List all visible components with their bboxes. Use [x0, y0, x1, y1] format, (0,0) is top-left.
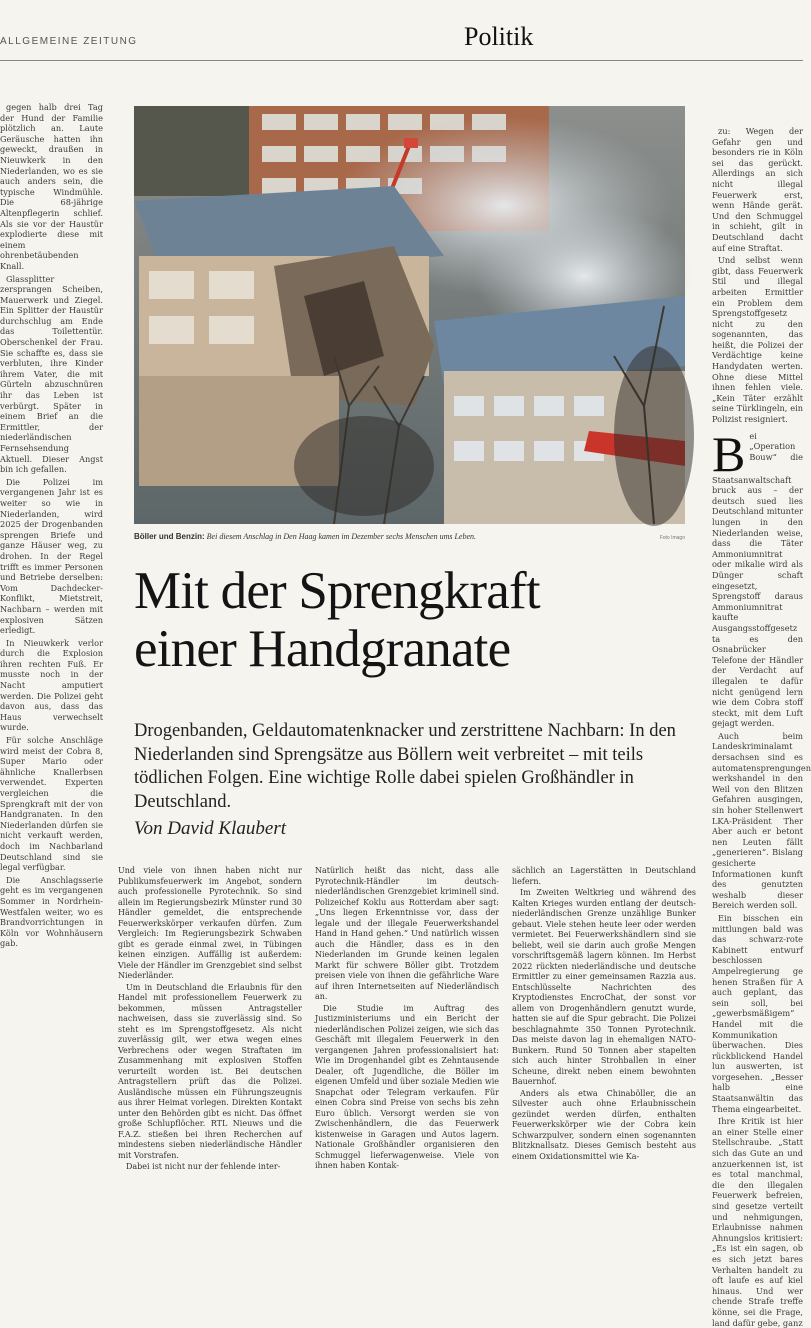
body-paragraph: Natürlich heißt das nicht, dass alle Pyrotechnik-Händler im deutsch-niederländischen Grenzgebiet kriminell sind. Polizeichef Koklu aus Rotterdam aber sagt: „Uns liegen Erkenntnisse vor, dass der legale und der illegale Feuerwerkshandel Hand in Hand gehen.“ Und natürlich wissen auch die Händler, dass es in den Niederlanden im Grunde keinen legalen Markt für schwere Böller gibt. Trotzdem preisen viele von ihnen die gefährliche Ware auf ihren Internetseiten auf Niederländisch an. — [315, 866, 499, 1001]
left-paragraph: In Nieuwkerk verlor durch die Explosion ihren rechten Fuß. Er musste noch in der Nacht amputiert werden. Die Polizei geht davon aus, dass das Haus verwechselt wurde. — [0, 637, 103, 733]
subheadline: Drogenbanden, Geldautomatenknacker und zerstrittene Nachbarn: In den Niederlanden sind Sprengsätze aus Böllern weit verbreitet – mit teils tödlichen Folgen. Eine wichtige Rolle dabei spielen Großhändler in Deutschland. — [134, 721, 676, 812]
right-column-fragment — [712, 126, 811, 1328]
masthead-rule — [0, 60, 803, 61]
left-column-fragment — [0, 102, 103, 1200]
headline-line-1: Mit der Sprengkraft — [134, 562, 540, 620]
body-paragraph: Im Zweiten Weltkrieg und während des Kalten Krieges wurden entlang der deutsch-niederländischen Grenze unzählige Bunker gebaut. Viele stehen heute leer oder werden vermietet. Bei Feuerwerkshändlern sind sie beliebt, weil sie darin auch große Mengen vorschriftsgemäß lagern können. Im Herbst 2022 rückten niederländische und deutsche Ermittler zu einer gemeinsamen Razzia aus. Entschlüsselte Nachrichten des Kryptodienstes EncroChat, der sonst vor allem von Drogenhändlern genutzt wurde, hatten sie auf die Spur gebracht. Die Polizei beschlagnahmte 350 Tonnen Pyrotechnik. Das meiste davon lag in ehemaligen NATO-Bunkern. Rund 50 Tonnen aber stapelten sich auch hinter Strohballen in einer Scheune, direkt neben einem bewohnten Bauernhof. — [512, 888, 696, 1086]
right-paragraph: Ein bisschen ein mittlungen bald was das schwarz-rote Kabinett entwurf beschlossen Ampelregierung ge henen Straßen für A auch geplant, das sein soll, bei „gewerbsmäßigem“ Handel mit die Kommunikation überwachen. Dies rückblickend Handel lun auswerten, ist vorgesehen. „Besser halb eine Staatsanwältin das Thema eingearbeitet. — [712, 912, 803, 1114]
left-paragraph: gegen halb drei Tag der Hund der Familie plötzlich an. Laute Geräusche hatten ihn geweckt, draußen in Nieuwkerk in den Niederlanden, wo es sie auch anders sein, die typische Windmühle. Die 68-jährige Altenpflegerin schlief. Als sie vor der Haustür explodierte diese mit einem ohrenbetäubenden Knall. — [0, 102, 103, 271]
right-paragraph — [712, 425, 803, 729]
body-paragraph: Die Studie im Auftrag des Justizministeriums und ein Bericht der niederländischen Polizei zeigen, wie sich das Geschäft mit illegalem Feuerwerk in den vergangenen Jahren professionalisiert hat: Wie im Drogenhandel gibt es Zehntausende Dealer, oft Jugendliche, die Böller im eigenen Umfeld und über soziale Medien wie Snapchat oder Telegram verkaufen. Für einen Cobra sind Preise von sechs bis zehn Euro üblich. Versorgt werden sie von Zwischenhändlern, die das Feuerwerk kistenweise in Garagen und Autos lagern. Nationale Großhändler organisieren den Schmuggel lieferwagenweise. Viele von ihnen haben Kontak- — [315, 1003, 499, 1170]
left-paragraph: Die Anschlagsserie geht es im vergangenen Sommer in Nordrhein-Westfalen weiter, wo es Brandvorrichtungen in Köln vor Wohnhäusern gab. — [0, 874, 103, 949]
body-paragraph: Und viele von ihnen haben nicht nur Publikumsfeuerwerk im Angebot, sondern auch professionelle Pyrotechnik. So sind allein im Regierungsbezirk Münster rund 30 Händler gemeldet, die entsprechende Feuerwerkskörper verkaufen dürfen. Zum Vergleich: Im Regierungsbezirk Schwaben gibt es gerade einmal zwei, in Tübingen keinen einzigen. Auffällig ist außerdem: Viele der Händler im Grenzgebiet sind selbst Niederländer. — [118, 866, 302, 980]
body-column-3 — [512, 866, 696, 1200]
caption-text: Bei diesem Anschlag in Den Haag kamen im Dezember sechs Menschen ums Leben. — [204, 532, 477, 541]
left-paragraph: Für solche Anschläge wird meist der Cobra 8, Super Mario oder ähnliche Knallerbsen verwendet. Experten vergleichen die Sprengkraft mit der von Handgranaten. In den Niederlanden dürfen sie nicht verkauft werden, doch im Nachbarland Deutschland sind sie legal verfügbar. — [0, 735, 103, 873]
body-paragraph: Anders als etwa Chinaböller, die an Silvester auch ohne Erlaubnisschein gezündet werden dürfen, enthalten Feuerwerkskörper wie der Cobra kein Schwarzpulver, sondern einen sogenannten Blitzknallsatz. Dieses Gemisch besteht aus einem Oxidationsmittel wie Ka- — [512, 1088, 696, 1161]
explosion-scene-illustration — [134, 106, 685, 524]
left-paragraph: Die Polizei im vergangenen Jahr ist es weiter so wie in Niederlanden, wird 2025 der Drogenbanden sprengen Briefe und ganze Häuser weg, zu drohen. In der Regel trifft es immer Personen und Betriebe derselben: Vom Dachdecker-Konflikt, Mietstreit, Nachbarn – werden mit explosiven Sätzen erledigt. — [0, 476, 103, 636]
section-title: Politik — [464, 22, 534, 51]
paper-name: ALLGEMEINE ZEITUNG — [0, 36, 138, 47]
right-paragraph: Auch beim Landeskriminalamt dersachsen sind es automatensprengungen werkshandel in den Weil von den Blitzen Gefahren ausgingen, sin hoher Stellenwert LKA-Präsident Ther Aber auch er betont nen Leuten fällt „generieren“. Bislang gesicherte Informationen kunft des genutzten weshalb dieser Bereich werden soll. — [712, 730, 811, 911]
left-paragraph: Glassplitter zersprangen Scheiben, Mauerwerk und Ziegel. Ein Splitter der Haustür durchschlug am Ende das Toilettentür. Oberschenkel der Frau. Sie schaffte es, dass sie verbluten, ihre Kinder ihrem Vater, die mit Gürteln abzuschnüren ihr das Leben ist verbürgt. Später in einem Brief an die Ermittler, der niederländischen Fernsehsendung Aktuell. Dieser Angst bin ich gefallen. — [0, 273, 103, 475]
photo-credit: Foto Imago — [659, 535, 685, 541]
article-photo — [134, 106, 685, 524]
headline-line-2: einer Handgranate — [134, 620, 511, 678]
body-column-1 — [118, 866, 302, 1200]
headline — [134, 562, 694, 678]
right-paragraph: Und selbst wenn gibt, dass Feuerwerk Stil und illegal arbeiten Ermittler ein Problem dem Sprengstoffgesetz nicht zu den sogenannten, das heißt, die Polizei der Verdächtige keine Handydaten werten. Ohne diese Mittel ihnen fehlen viele. „Kein Täter erzählt seine Türklingeln, ein Polizist resigniert. — [712, 255, 803, 425]
right-paragraph-text: ei „Operation Bouw“ die Staatsanwaltschaft bruck aus – der deutsch sued lies Deutschland mitunter lungen in den Niederlanden weise, dass die Täter Ammoniumnitrat oder mikalie wird als Dünger schaft eingesetzt, Sprengstoff daraus Ammoniumnitrat kaufte Ausgangsstoffgesetz ta es den Osnabrücker Telefone der Händler der Verdacht auf illegalen te dafür nicht genügend lern wie dem Cobra stoff steckt, mit dem Luft gejagt werden. — [712, 430, 803, 729]
body-paragraph: Um in Deutschland die Erlaubnis für den Handel mit professionellem Feuerwerk zu bekommen, müssen Antragsteller nachweisen, dass sie zuverlässig sind. So steht es im Sprengstoffgesetz. Als nicht zuverlässig gilt, wer etwa wegen eines Verbrechens oder wegen Straftaten im Zusammenhang mit explosiven Stoffen verurteilt worden ist. Bei deutschen Antragstellern prüft das die Polizei. Ausländische müssen ein Führungszeugnis aus ihrer Heimat vorlegen. Direkten Kontakt unter den Behörden gibt es nicht. Das öffnet große Schlupflöcher. RTL Nieuws und die F.A.Z. stießen bei ihren Recherchen auf mindestens sieben niederländische Händler mit Vorstrafen. — [118, 982, 302, 1160]
right-paragraph: Ihre Kritik ist hier an einer Stelle einer Stellschraube. „Statt sich das Gute an und anzuerkennen ist, ist es total manchmal, die den illegalen Feuerwerk befreien, sind gesetze verteilt und nehmigungen, Erlaubnisse nahmen Ahnungslos kritisiert: „Es ist ein sagen, ob es sich jetzt bares Verhalten handelt zu oft laufe es auf kiel hinaus. Und wer chende Strafe treffe könne, sei die Frage, land dafür gebe, ganz — [712, 1116, 803, 1328]
body-column-2 — [315, 866, 499, 1200]
body-paragraph: Dabei ist nicht nur der fehlende inter- — [126, 1162, 281, 1171]
byline: Von David Klaubert — [134, 818, 286, 839]
dropcap-letter: B — [712, 425, 746, 482]
body-paragraph: sächlich an Lagerstätten in Deutschland liefern. — [512, 866, 696, 886]
right-paragraph: zu: Wegen der Gefahr gen und besonders rie in Köln sei das gerückt. Allerdings an sich nicht illegal Feuerwerk erst, wenn Hände gerät. Und den Schmuggel in schieht, gilt in Deutschland dacht auf eine Straftat. — [712, 126, 803, 253]
caption-label: Böller und Benzin: — [134, 532, 205, 541]
photo-caption — [134, 532, 685, 541]
